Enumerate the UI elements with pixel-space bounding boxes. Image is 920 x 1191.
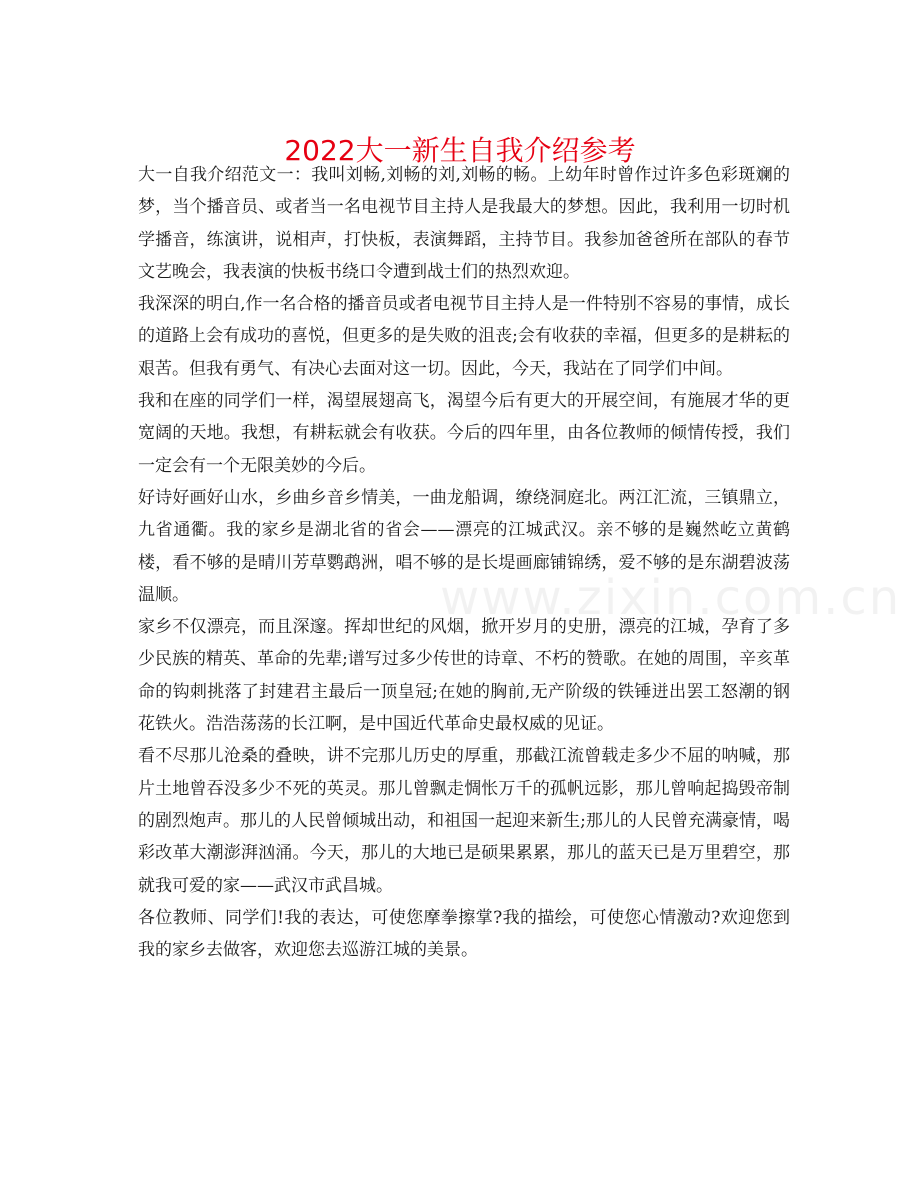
document-title: 2022大一新生自我介绍参考: [284, 133, 636, 167]
paragraph-4: 好诗好画好山水，乡曲乡音乡情美，一曲龙船调，缭绕洞庭北。两江汇流，三镇鼎立，九省通衢。我的家乡是湖北省的省会——漂亮的江城武汉。亲不够的是巍然屹立黄鹤楼，看不够的是晴川芳草鹦鹉洲，唱不够的是长堤画廊铺锦绣，爱不够的是东湖碧波荡温顺。: [138, 487, 790, 605]
paragraph-6: 看不尽那儿沧桑的叠映，讲不完那儿历史的厚重，那截江流曾载走多少不屈的呐喊，那片土地曾吞没多少不死的英灵。那儿曾飘走惆怅万千的孤帆远影，那儿曾响起捣毁帝制的剧烈炮声。那儿的人民曾倾城出动，和祖国一起迎来新生;那儿的人民曾充满豪情，喝彩改革大潮澎湃汹涌。今天，那儿的大地已是硕果累累，那儿的蓝天已是万里碧空，那就我可爱的家——武汉市武昌城。: [138, 746, 790, 896]
watermark-text: www.zixin.com.cn: [440, 570, 902, 626]
paragraph-3: 我和在座的同学们一样，渴望展翅高飞，渴望今后有更大的开展空间，有施展才华的更宽阔的天地。我想，有耕耘就会有收获。今后的四年里，由各位教师的倾情传授，我们一定会有一个无限美妙的今后。: [138, 391, 790, 476]
paragraph-1: 大一自我介绍范文一：我叫刘畅,刘畅的刘,刘畅的畅。上幼年时曾作过许多色彩斑斓的梦，当个播音员、或者当一名电视节目主持人是我最大的梦想。因此，我利用一切时机学播音，练演讲，说相声，打快板，表演舞蹈，主持节目。我参加爸爸所在部队的春节文艺晚会，我表演的快板书绕口令遭到战士们的热烈欢迎。: [138, 165, 790, 282]
paragraph-2: 我深深的明白,作一名合格的播音员或者电视节目主持人是一件特别不容易的事情，成长的道路上会有成功的喜悦，但更多的是失败的沮丧;会有收获的幸福，但更多的是耕耘的艰苦。但我有勇气、有决心去面对这一切。因此，今天，我站在了同学们中间。: [138, 294, 790, 379]
paragraph-7: 各位教师、同学们!我的表达，可使您摩拳擦掌?我的描绘，可使您心情激动?欢迎您到我的家乡去做客，欢迎您去巡游江城的美景。: [138, 907, 790, 961]
paragraph-5: 家乡不仅漂亮，而且深邃。挥却世纪的风烟，掀开岁月的史册，漂亮的江城，孕育了多少民族的精英、革命的先辈;谱写过多少传世的诗章、不朽的赞歌。在她的周围，辛亥革命的钩刺挑落了封建君主最后一顶皇冠;在她的胸前,无产阶级的铁锤迸出罢工怒潮的钢花铁火。浩浩荡荡的长江啊，是中国近代革命史最权威的见证。: [138, 617, 790, 735]
document-body: [138, 159, 902, 966]
